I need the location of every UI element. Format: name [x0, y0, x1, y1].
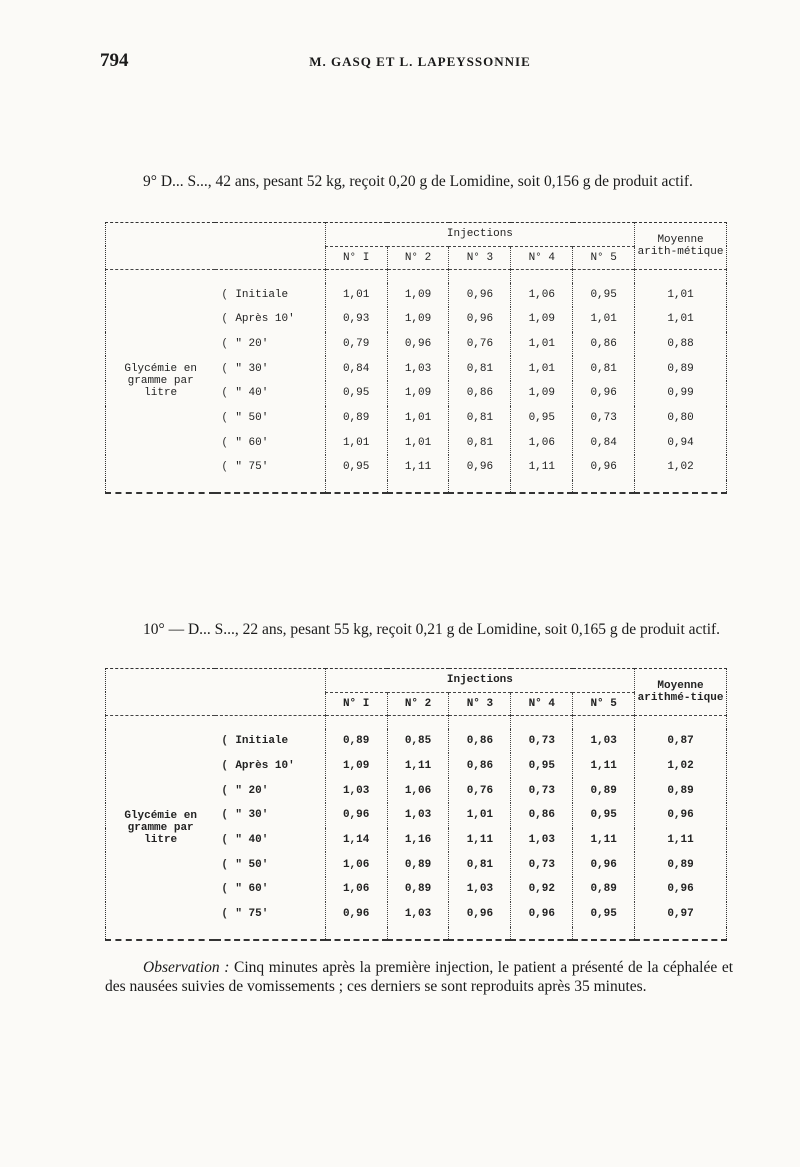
- corner-blank: [106, 669, 326, 716]
- glycemia-value: 1,09: [387, 381, 449, 406]
- glycemia-value: 1,14: [325, 828, 387, 853]
- injection-col-header: N° 4: [511, 692, 573, 716]
- mean-value: 1,02: [635, 753, 727, 778]
- glycemia-value: 0,96: [325, 902, 387, 927]
- parameter-label: Glycémie en gramme par litre: [124, 809, 197, 846]
- time-label: " 60': [235, 883, 269, 896]
- brace-mark: (: [221, 436, 228, 449]
- glycemia-value: 0,73: [511, 852, 573, 877]
- mean-header: Moyenne arith-métique: [635, 223, 727, 270]
- brace-mark: (: [221, 411, 228, 424]
- brace-mark: (: [221, 759, 228, 772]
- injections-header: Injections: [325, 669, 634, 693]
- brace-mark: (: [221, 461, 228, 474]
- glycemia-value: 1,09: [387, 283, 449, 308]
- case9-glycemia-table: [105, 222, 727, 494]
- time-label: " 30': [235, 362, 269, 375]
- brace-mark: (: [221, 883, 228, 896]
- injection-col-header: N° I: [325, 246, 387, 270]
- corner-blank: [106, 223, 326, 270]
- glycemia-value: 1,09: [511, 381, 573, 406]
- brace-mark: (: [221, 858, 228, 871]
- glycemia-value: 0,96: [449, 307, 511, 332]
- page-number: 794: [100, 50, 129, 71]
- mean-value: 1,02: [635, 455, 727, 480]
- case10-intro: [105, 620, 733, 639]
- glycemia-value: 0,95: [573, 902, 635, 927]
- glycemia-value: 0,96: [573, 852, 635, 877]
- glycemia-value: 1,09: [387, 307, 449, 332]
- glycemia-value: 0,81: [449, 356, 511, 381]
- glycemia-value: 1,03: [325, 778, 387, 803]
- glycemia-value: 0,96: [325, 803, 387, 828]
- glycemia-value: 0,95: [325, 381, 387, 406]
- glycemia-value: 0,96: [449, 902, 511, 927]
- glycemia-value: 1,03: [387, 356, 449, 381]
- glycemia-value: 0,93: [325, 307, 387, 332]
- glycemia-value: 1,11: [511, 455, 573, 480]
- mean-value: 0,89: [635, 852, 727, 877]
- time-label: Après 10': [235, 759, 295, 772]
- mean-value: 0,99: [635, 381, 727, 406]
- glycemia-value: 0,96: [387, 332, 449, 357]
- time-label: " 40': [235, 833, 269, 846]
- brace-mark: (: [221, 313, 228, 326]
- glycemia-value: 0,95: [573, 283, 635, 308]
- glycemia-value: 1,03: [573, 729, 635, 754]
- glycemia-value: 1,11: [573, 828, 635, 853]
- glycemia-value: 1,01: [387, 406, 449, 431]
- glycemia-value: 0,95: [573, 803, 635, 828]
- glycemia-value: 0,84: [325, 356, 387, 381]
- glycemia-value: 1,16: [387, 828, 449, 853]
- glycemia-value: 0,89: [325, 729, 387, 754]
- glycemia-value: 1,01: [325, 283, 387, 308]
- glycemia-value: 0,89: [387, 852, 449, 877]
- glycemia-value: 1,01: [511, 356, 573, 381]
- time-label: " 30': [235, 809, 269, 822]
- glycemia-value: 0,86: [511, 803, 573, 828]
- glycemia-value: 0,86: [573, 332, 635, 357]
- case10-intro-text: 10° — D... S..., 22 ans, pesant 55 kg, reçoit 0,21 g de Lomidine, soit 0,165 g de produit actif.: [143, 621, 721, 638]
- case9-intro-text: 9° D... S..., 42 ans, pesant 52 kg, reçoit 0,20 g de Lomidine, soit 0,156 g de produit actif.: [143, 173, 693, 190]
- brace-mark: (: [221, 735, 228, 748]
- mean-value: 1,01: [635, 283, 727, 308]
- mean-value: 0,89: [635, 356, 727, 381]
- injections-header: Injections: [325, 223, 634, 247]
- time-label: " 40': [235, 387, 269, 400]
- mean-header: Moyenne arithmé-tique: [635, 669, 727, 716]
- mean-value: 0,94: [635, 430, 727, 455]
- glycemia-value: 0,86: [449, 729, 511, 754]
- time-label: Initiale: [235, 288, 289, 301]
- glycemia-value: 1,01: [511, 332, 573, 357]
- glycemia-value: 1,03: [511, 828, 573, 853]
- time-label: Initiale: [235, 735, 289, 748]
- injection-col-header: N° 3: [449, 692, 511, 716]
- time-label: " 60': [235, 436, 269, 449]
- injection-col-header: N° 2: [387, 246, 449, 270]
- table-row: [106, 729, 727, 754]
- glycemia-value: 0,89: [387, 877, 449, 902]
- table-row: [106, 283, 727, 308]
- running-head: M. GASQ ET L. LAPEYSSONNIE: [309, 54, 531, 69]
- mean-value: 1,01: [635, 307, 727, 332]
- glycemia-value: 1,06: [325, 852, 387, 877]
- time-label: " 20': [235, 338, 269, 351]
- glycemia-value: 1,01: [325, 430, 387, 455]
- mean-value: 1,11: [635, 828, 727, 853]
- observation-text: Cinq minutes après la première injection, le patient a présenté de la céphalée et des nausées suivies de vomissements ; ces derniers se sont reproduits après 35 minutes.: [105, 959, 734, 995]
- glycemia-value: 0,95: [511, 753, 573, 778]
- glycemia-value: 0,73: [573, 406, 635, 431]
- glycemia-value: 0,89: [325, 406, 387, 431]
- glycemia-value: 1,01: [573, 307, 635, 332]
- time-label: " 50': [235, 858, 269, 871]
- injection-col-header: N° 4: [511, 246, 573, 270]
- brace-mark: (: [221, 833, 228, 846]
- brace-mark: (: [221, 362, 228, 375]
- glycemia-value: 0,73: [511, 778, 573, 803]
- mean-value: 0,97: [635, 902, 727, 927]
- glycemia-value: 1,06: [325, 877, 387, 902]
- mean-value: 0,88: [635, 332, 727, 357]
- glycemia-value: 0,81: [449, 406, 511, 431]
- glycemia-value: 0,96: [511, 902, 573, 927]
- glycemia-value: 0,76: [449, 778, 511, 803]
- brace-mark: (: [221, 288, 228, 301]
- brace-mark: (: [221, 338, 228, 351]
- case10-glycemia-table: [105, 668, 727, 941]
- glycemia-value: 0,81: [449, 430, 511, 455]
- glycemia-value: 0,95: [325, 455, 387, 480]
- glycemia-value: 0,81: [449, 852, 511, 877]
- observation-label: Observation :: [143, 959, 230, 976]
- glycemia-value: 1,11: [573, 753, 635, 778]
- time-label: " 20': [235, 784, 269, 797]
- observation-paragraph: [105, 958, 733, 996]
- glycemia-value: 0,96: [573, 455, 635, 480]
- glycemia-value: 0,86: [449, 381, 511, 406]
- injection-col-header: N° 2: [387, 692, 449, 716]
- glycemia-value: 1,03: [387, 902, 449, 927]
- injection-col-header: N° 3: [449, 246, 511, 270]
- glycemia-value: 0,95: [511, 406, 573, 431]
- mean-value: 0,96: [635, 877, 727, 902]
- glycemia-value: 1,03: [449, 877, 511, 902]
- glycemia-value: 0,86: [449, 753, 511, 778]
- glycemia-value: 1,03: [387, 803, 449, 828]
- glycemia-value: 1,11: [387, 753, 449, 778]
- glycemia-value: 0,96: [449, 283, 511, 308]
- brace-mark: (: [221, 387, 228, 400]
- brace-mark: (: [221, 809, 228, 822]
- time-label: " 50': [235, 411, 269, 424]
- mean-value: 0,80: [635, 406, 727, 431]
- glycemia-value: 0,96: [449, 455, 511, 480]
- glycemia-value: 0,89: [573, 778, 635, 803]
- time-label: " 75': [235, 908, 269, 921]
- glycemia-value: 1,01: [387, 430, 449, 455]
- glycemia-value: 1,06: [511, 430, 573, 455]
- glycemia-value: 0,89: [573, 877, 635, 902]
- glycemia-value: 1,09: [325, 753, 387, 778]
- glycemia-value: 0,96: [573, 381, 635, 406]
- time-label: Après 10': [235, 313, 295, 326]
- mean-value: 0,89: [635, 778, 727, 803]
- glycemia-value: 0,92: [511, 877, 573, 902]
- mean-value: 0,87: [635, 729, 727, 754]
- glycemia-value: 0,79: [325, 332, 387, 357]
- mean-value: 0,96: [635, 803, 727, 828]
- injection-col-header: N° 5: [573, 246, 635, 270]
- glycemia-value: 0,73: [511, 729, 573, 754]
- case9-intro: [105, 172, 733, 191]
- brace-mark: (: [221, 784, 228, 797]
- glycemia-value: 0,76: [449, 332, 511, 357]
- glycemia-value: 0,85: [387, 729, 449, 754]
- parameter-label: Glycémie en gramme par litre: [124, 363, 197, 400]
- glycemia-value: 1,09: [511, 307, 573, 332]
- injection-col-header: N° I: [325, 692, 387, 716]
- glycemia-value: 0,84: [573, 430, 635, 455]
- injection-col-header: N° 5: [573, 692, 635, 716]
- brace-mark: (: [221, 908, 228, 921]
- glycemia-value: 1,06: [387, 778, 449, 803]
- glycemia-value: 1,01: [449, 803, 511, 828]
- glycemia-value: 1,06: [511, 283, 573, 308]
- time-label: " 75': [235, 461, 269, 474]
- glycemia-value: 1,11: [387, 455, 449, 480]
- glycemia-value: 1,11: [449, 828, 511, 853]
- glycemia-value: 0,81: [573, 356, 635, 381]
